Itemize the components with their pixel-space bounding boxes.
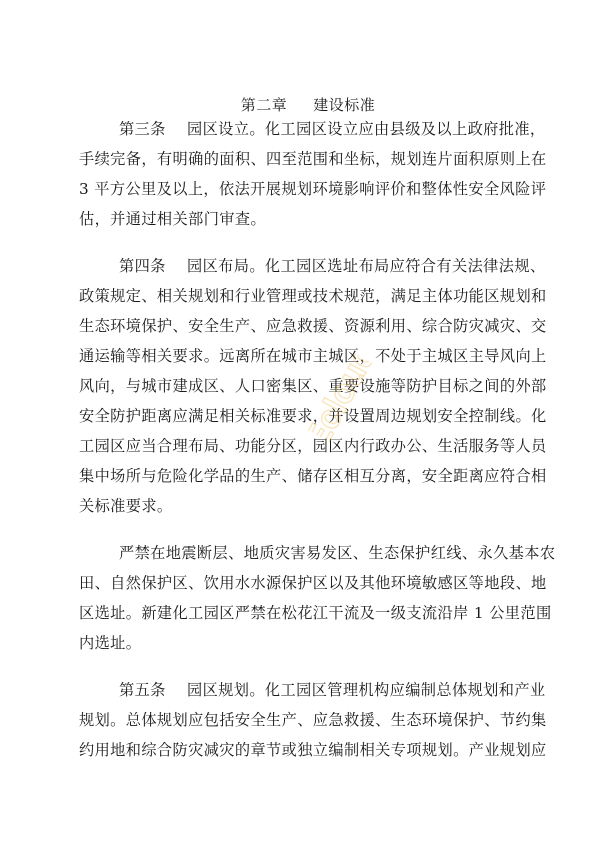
- article-5-line-1: 第五条 园区规划。化工园区管理机构应编制总体规划和产业: [119, 681, 546, 699]
- article-label: 第四条: [119, 257, 166, 275]
- paragraph-line-2: 田、自然保护区、饮用水水源保护区以及其他环境敏感区等地段、地: [79, 574, 547, 592]
- article-4-line-5: 风向，与城市建成区、人口密集区、重要设施等防护目标之间的外部: [79, 377, 547, 395]
- chapter-number: 第二章: [240, 96, 288, 114]
- article-4-line-1: 第四条 园区布局。化工园区选址布局应符合有关法律法规、: [119, 257, 546, 275]
- article-4-line-9: 关标准要求。: [79, 497, 173, 515]
- chapter-title: 建设标准: [313, 96, 376, 114]
- paragraph-line-4: 内选址。: [79, 634, 142, 652]
- article-4-line-4: 通运输等相关要求。远离所在城市主城区，不处于主城区主导风向上: [79, 347, 547, 365]
- article-3-line-2: 手续完备，有明确的面积、四至范围和坐标，规划连片面积原则上在: [79, 150, 547, 168]
- article-5-line-3: 约用地和综合防灾减灾的章节或独立编制相关专项规划。产业规划应: [79, 741, 547, 759]
- article-4-line-8: 集中场所与危险化学品的生产、储存区相互分离，安全距离应符合相: [79, 467, 547, 485]
- paragraph-line-1: 严禁在地震断层、地质灾害易发区、生态保护红线、永久基本农: [119, 544, 556, 562]
- article-3-line-1: 第三条 园区设立。化工园区设立应由县级及以上政府批准，: [119, 120, 546, 138]
- article-5-line-2: 规划。总体规划应包括安全生产、应急救援、生态环境保护、节约集: [79, 711, 547, 729]
- watermark-text: Ecloud: [297, 337, 384, 456]
- paragraph-line-3: 区选址。新建化工园区严禁在松花江干流及一级支流沿岸 1 公里范围: [79, 604, 552, 622]
- article-4-line-6: 安全防护距离应满足相关标准要求，并设置周边规划安全控制线。化: [79, 407, 547, 425]
- article-label: 第三条: [119, 120, 166, 138]
- article-4-line-7: 工园区应当合理布局、功能分区，园区内行政办公、生活服务等人员: [79, 437, 547, 455]
- article-3-line-3: 3 平方公里及以上，依法开展规划环境影响评价和整体性安全风险评: [79, 180, 547, 198]
- article-4-line-3: 生态环境保护、安全生产、应急救援、资源利用、综合防灾减灾、交: [79, 317, 547, 335]
- article-4-line-2: 政策规定、相关规划和行业管理或技术规范，满足主体功能区规划和: [79, 287, 547, 305]
- article-label: 第五条: [119, 681, 166, 699]
- article-3-line-4: 估，并通过相关部门审查。: [79, 210, 267, 228]
